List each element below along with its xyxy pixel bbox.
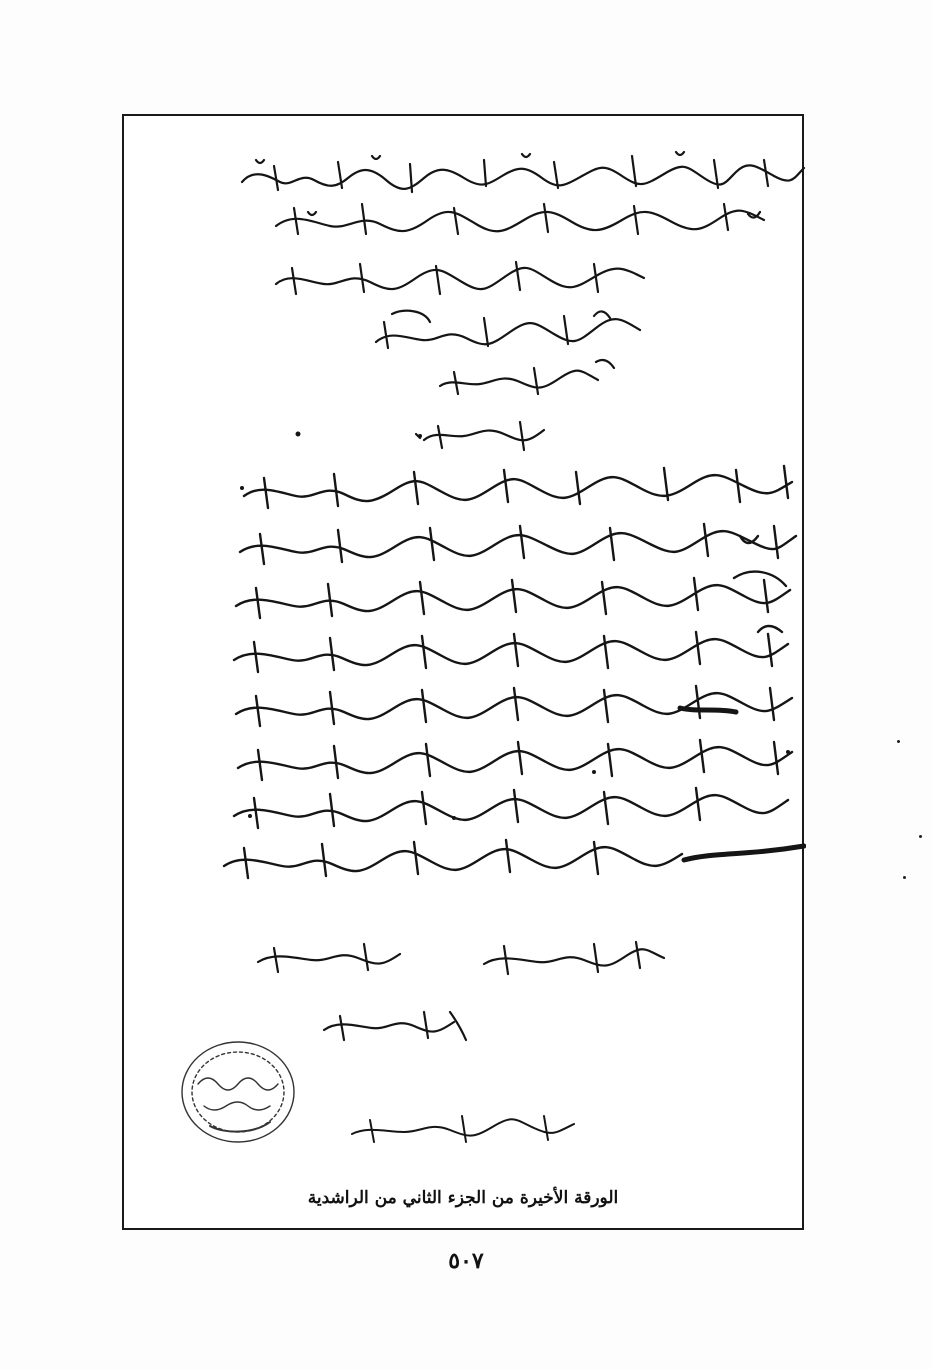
scan-speck (919, 835, 922, 838)
manuscript-signature-line-3 (352, 1116, 574, 1142)
manuscript-line-12 (238, 740, 792, 780)
manuscript-line-1 (242, 152, 804, 192)
round-seal (182, 1042, 294, 1142)
document-caption: الورقة الأخيرة من الجزء الثاني من الراشدية (307, 1188, 619, 1208)
manuscript-line-6 (416, 422, 544, 450)
manuscript-line-13 (234, 788, 788, 828)
manuscript-line-8 (240, 524, 796, 564)
manuscript-line-3 (276, 262, 644, 294)
manuscript-dots (240, 432, 790, 821)
manuscript-line-4 (376, 311, 640, 348)
manuscript-line-2 (276, 204, 764, 234)
scan-speck (903, 876, 906, 879)
page-number: ٥٠٧ (448, 1248, 484, 1274)
manuscript-line-9 (236, 572, 790, 618)
manuscript-line-7 (244, 466, 792, 508)
manuscript-line-14 (224, 840, 804, 878)
manuscript-line-11 (236, 686, 792, 726)
document-frame (122, 114, 804, 1230)
manuscript-line-10 (234, 626, 788, 672)
handwritten-manuscript-image (124, 116, 806, 1232)
manuscript-line-5 (440, 360, 614, 394)
manuscript-signature-line-1 (258, 942, 664, 974)
manuscript-signature-line-2 (324, 1012, 466, 1040)
scan-speck (897, 740, 900, 743)
